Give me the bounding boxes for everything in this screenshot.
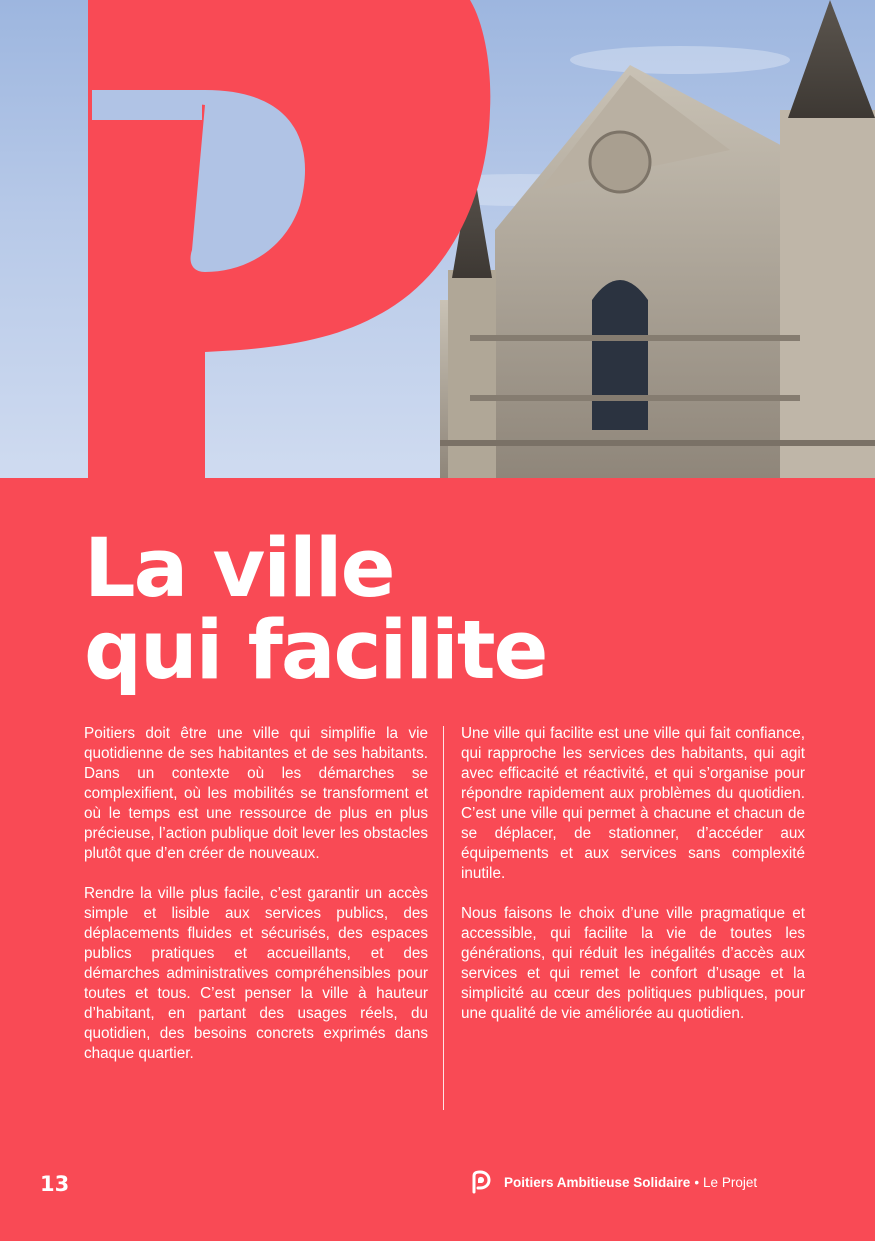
church-illustration xyxy=(0,0,875,478)
p-logo-icon xyxy=(468,1170,492,1194)
page-number: 13 xyxy=(40,1172,70,1196)
paragraph-right-1: Une ville qui facilite est une ville qui fait confiance, qui rapproche les services des habitants, qui agit avec efficacité et réactivité, et qui s’organise pour répondre rapidement aux problèmes du quotidien. C’est une ville qui permet à chacune et chacun de se déplacer, de stationner, d’accéder aux équipements et aux services sans complexité inutile. xyxy=(461,725,805,882)
footer-brand-name: Poitiers Ambitieuse Solidaire xyxy=(504,1174,691,1190)
footer-brand xyxy=(468,1170,808,1194)
hero-image xyxy=(0,0,875,478)
title-line-1: La ville xyxy=(84,522,394,616)
text-column-left xyxy=(84,724,428,1084)
footer-section: Le Projet xyxy=(703,1174,758,1190)
footer-separator: • xyxy=(694,1174,700,1190)
p-brand-shape xyxy=(88,0,490,478)
page-title xyxy=(84,522,547,698)
text-column-right xyxy=(461,724,805,1044)
paragraph-left-1: Poitiers doit être une ville qui simplifie la vie quotidienne de ses habitantes et de ses habitants. Dans un contexte où les démarches se complexifient, où les mobilités se transforment et où le temps est une ressource de plus en plus précieuse, l’action publique doit lever les obstacles plutôt que d’en créer de nouveaux. xyxy=(84,725,428,862)
paragraph-right-2: Nous faisons le choix d’une ville pragmatique et accessible, qui facilite la vie de toutes les générations, qui réduit les inégalités d’accès aux services et qui remet le confort d’usage et la simplicité au cœur des politiques publiques, pour une qualité de vie améliorée au quotidien. xyxy=(461,905,805,1022)
column-divider xyxy=(443,726,444,1110)
title-line-2: qui facilite xyxy=(84,604,547,698)
paragraph-left-2: Rendre la ville plus facile, c’est garantir un accès simple et lisible aux services publics, des déplacements fluides et sécurisés, des espaces publics pratiques et accueillants, et des démarches administratives compréhensibles pour toutes et tous. C’est penser la ville à hauteur d’habitant, en partant des usages réels, du quotidien, des besoins concrets exprimés dans chaque quartier. xyxy=(84,885,428,1062)
